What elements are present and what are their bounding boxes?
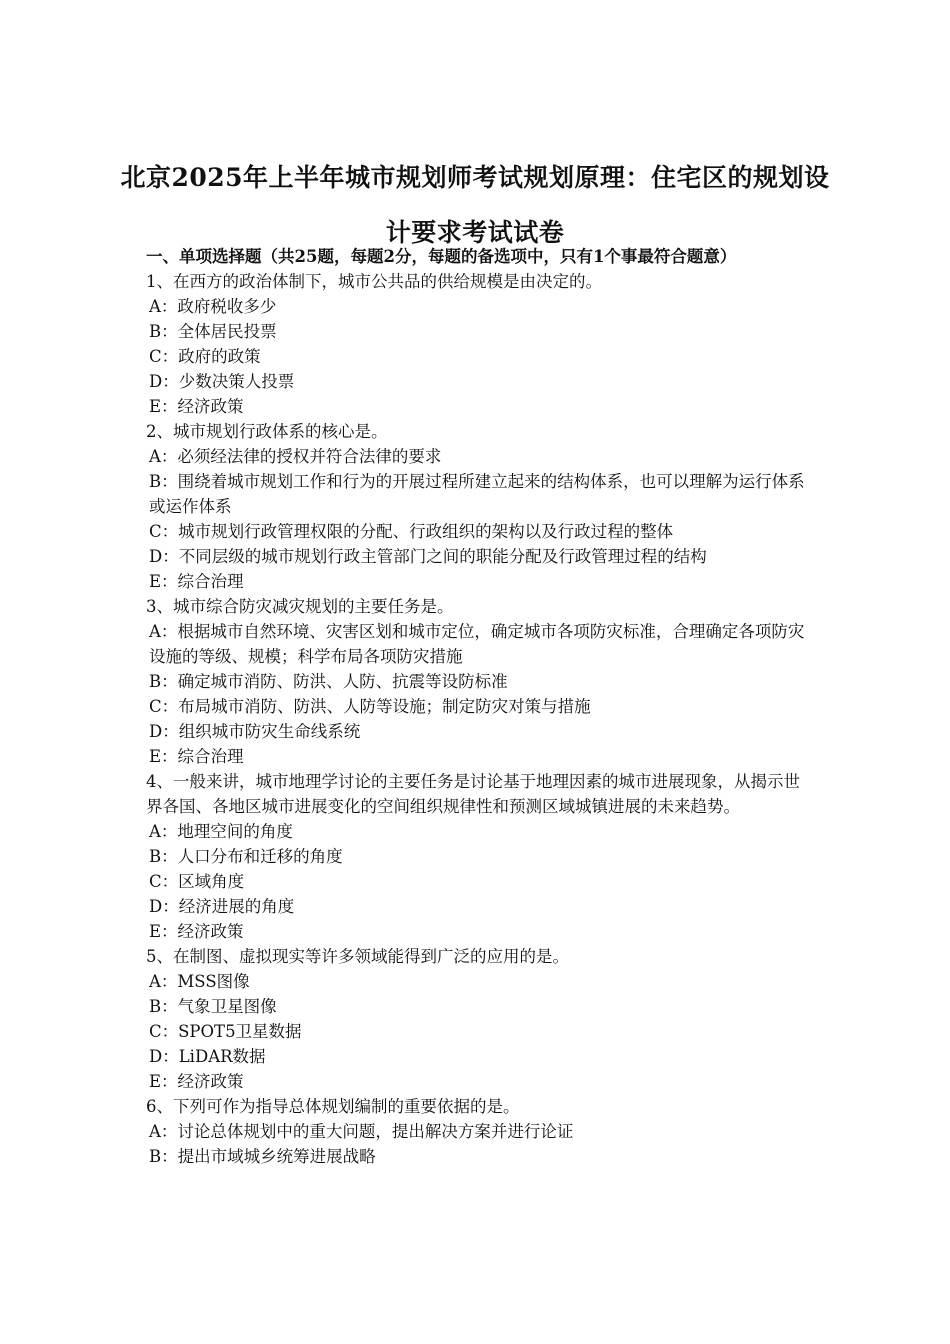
answer-option: B：提出市域城乡统筹进展战略 [149,1147,376,1166]
answer-option: D：不同层级的城市规划行政主管部门之间的职能分配及行政管理过程的结构 [149,547,707,566]
answer-option: C：区域角度 [149,872,245,891]
answer-option: E：经济政策 [149,922,244,941]
answer-option: E：综合治理 [149,572,244,591]
question-text: 4、一般来讲，城市地理学讨论的主要任务是讨论基于地理因素的城市进展现象，从揭示世界各国、各地区城市进展变化的空间组织规律性和预测区域城镇进展的未来趋势。 [146,772,800,816]
question-block [146,944,814,1094]
question-text: 2、城市规划行政体系的核心是。 [146,422,388,441]
question-block [146,1094,814,1169]
question-text: 6、下列可作为指导总体规划编制的重要依据的是。 [146,1097,520,1116]
question-block [146,419,814,594]
answer-option: D：LiDAR数据 [149,1047,266,1066]
document-body [146,244,814,1169]
answer-option: C：城市规划行政管理权限的分配、行政组织的架构以及行政过程的整体 [149,522,674,541]
answer-option: A：讨论总体规划中的重大问题，提出解决方案并进行论证 [149,1122,574,1141]
answer-option: E：经济政策 [149,1072,244,1091]
answer-option: A：根据城市自然环境、灾害区划和城市定位，确定城市各项防灾标准，合理确定各项防灾设施的等级、规模；科学布局各项防灾措施 [149,622,805,666]
answer-option: A：政府税收多少 [149,297,277,316]
answer-option: B：人口分布和迁移的角度 [149,847,343,866]
answer-option: C：SPOT5卫星数据 [149,1022,302,1041]
question-block [146,769,814,944]
question-text: 5、在制图、虚拟现实等许多领域能得到广泛的应用的是。 [146,947,569,966]
answer-option: E：综合治理 [149,747,244,766]
question-text: 3、城市综合防灾减灾规划的主要任务是。 [146,597,454,616]
answer-option: A：MSS图像 [149,972,250,991]
question-text: 1、在西方的政治体制下，城市公共品的供给规模是由决定的。 [146,272,602,291]
answer-option: E：经济政策 [149,397,244,416]
section-heading: 一、单项选择题（共25题，每题2分，每题的备选项中，只有1个事最符合题意） [146,247,737,266]
answer-option: B：确定城市消防、防洪、人防、抗震等设防标准 [149,672,508,691]
question-list [146,269,814,1169]
answer-option: A：地理空间的角度 [149,822,293,841]
document-title: 北京2025年上半年城市规划师考试规划原理：住宅区的规划设计要求考试试卷 [120,163,830,247]
answer-option: B：围绕着城市规划工作和行为的开展过程所建立起来的结构体系，也可以理解为运行体系或运作体系 [149,472,805,516]
question-block [146,594,814,769]
answer-option: D：经济进展的角度 [149,897,295,916]
answer-option: C：政府的政策 [149,347,261,366]
answer-option: B：全体居民投票 [149,322,277,341]
question-block [146,269,814,419]
answer-option: A：必须经法律的授权并符合法律的要求 [149,447,442,466]
answer-option: B：气象卫星图像 [149,997,277,1016]
answer-option: C：布局城市消防、防洪、人防等设施；制定防灾对策与措施 [149,697,591,716]
answer-option: D：组织城市防灾生命线系统 [149,722,361,741]
answer-option: D：少数决策人投票 [149,372,295,391]
